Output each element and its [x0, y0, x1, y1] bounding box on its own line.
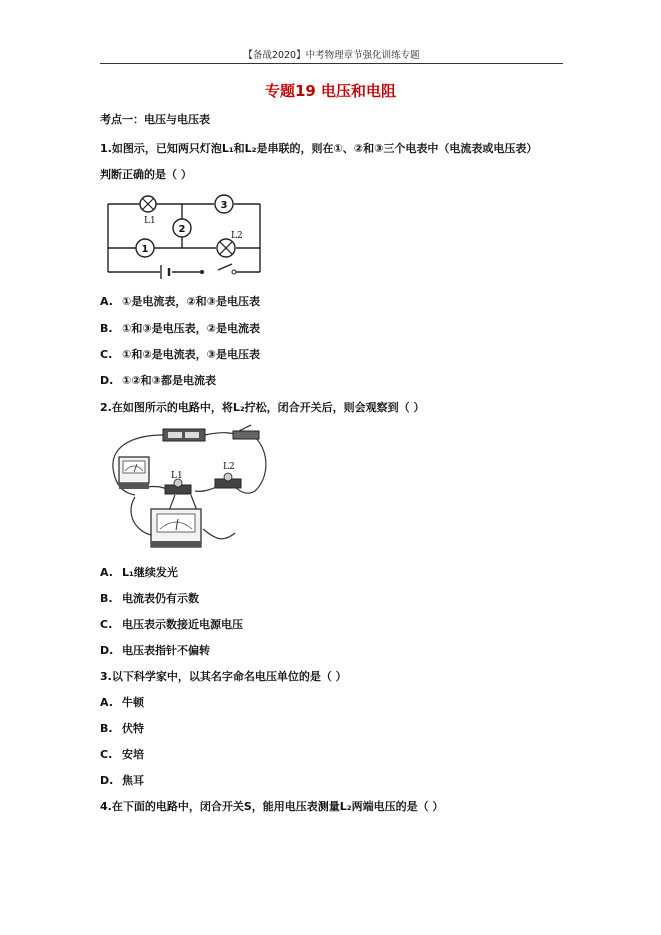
q3-option-d: D. 焦耳: [100, 774, 144, 787]
q3-text: 3.以下科学家中，以其名字命名电压单位的是（ ）: [100, 670, 347, 683]
q2-option-a: A. L₁继续发光: [100, 566, 178, 579]
q1-circuit-diagram: [100, 190, 270, 280]
meter-1-label: 1: [141, 244, 149, 255]
q4-text: 4.在下面的电路中，闭合开关S，能用电压表测量L₂两端电压的是（ ）: [100, 800, 444, 813]
q2-lamp-l1-label: L1: [171, 471, 183, 481]
lamp-l1-label: L1: [144, 216, 156, 226]
q2-text: 2.在如图所示的电路中，将L₂拧松，闭合开关后，则会观察到（ ）: [100, 401, 425, 414]
page-header: 【备战2020】中考物理章节强化训练专题: [243, 50, 420, 61]
meter-2-label: 2: [178, 224, 186, 235]
q1-text-line1: 1.如图示，已知两只灯泡L₁和L₂是串联的，则在①、②和③三个电表中（电流表或电压表）: [100, 142, 538, 155]
meter-3-label: 3: [220, 200, 228, 211]
q2-option-b: B. 电流表仍有示数: [100, 592, 199, 605]
q3-option-b: B. 伏特: [100, 722, 144, 735]
q1-text-line2: 判断正确的是（ ）: [100, 168, 192, 181]
q2-lamp-l2-label: L2: [223, 462, 235, 472]
voltmeter-bottom-icon: [151, 509, 201, 547]
q3-option-c: C. 安培: [100, 748, 144, 761]
q1-option-b: B. ①和③是电压表，②是电流表: [100, 322, 260, 335]
q1-option-d: D. ①②和③都是电流表: [100, 374, 216, 387]
q2-option-d: D. 电压表指针不偏转: [100, 644, 210, 657]
q2-option-c: C. 电压表示数接近电源电压: [100, 618, 243, 631]
q1-option-c: C. ①和②是电流表，③是电压表: [100, 348, 260, 361]
voltmeter-top-icon: [119, 457, 149, 489]
page-title: 专题19 电压和电阻: [264, 82, 397, 100]
q2-circuit-photo: [105, 423, 270, 553]
header-divider: [100, 63, 563, 64]
switch-pivot: [200, 270, 204, 274]
lamp-l2-label: L2: [231, 231, 243, 241]
lamp-l1-icon: [140, 196, 156, 212]
q3-option-a: A. 牛顿: [100, 696, 144, 709]
q1-option-a: A. ①是电流表，②和③是电压表: [100, 295, 260, 308]
lamp-l2-icon: [217, 239, 235, 257]
section-heading: 考点一：电压与电压表: [100, 113, 210, 126]
